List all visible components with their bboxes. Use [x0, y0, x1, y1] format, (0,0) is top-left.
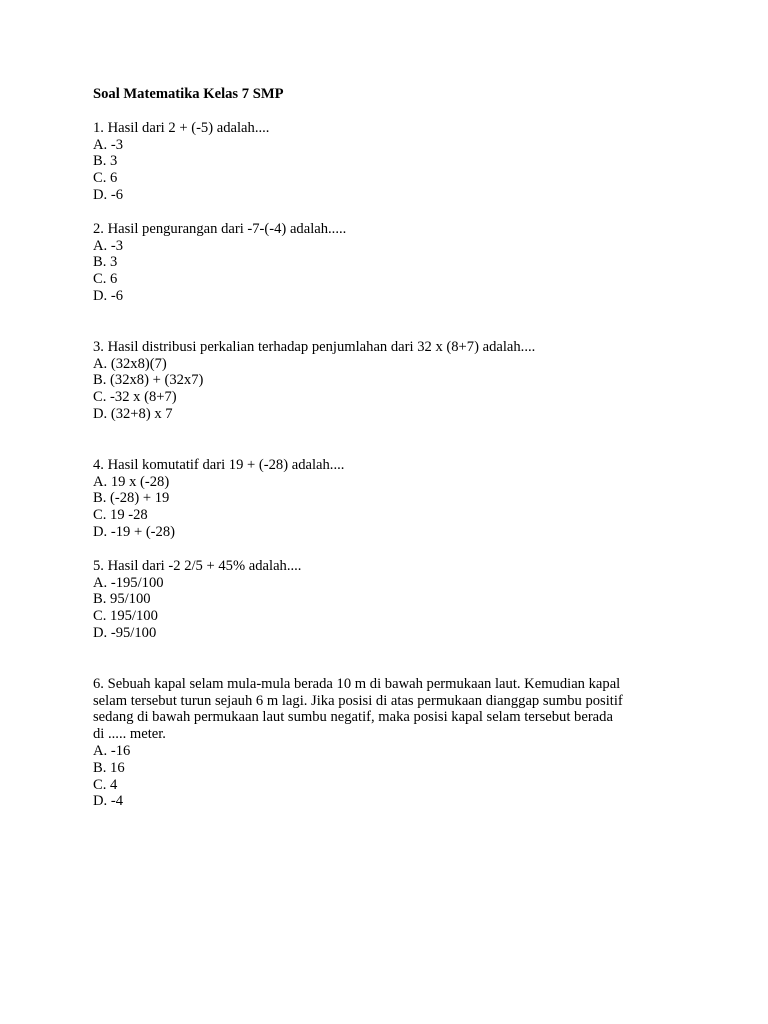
- answer-options: [93, 238, 693, 305]
- question-text: [93, 676, 673, 743]
- question-text-line: sedang di bawah permukaan laut sumbu negatif, maka posisi kapal selam tersebut berada: [93, 709, 613, 726]
- option-c: C. 6: [93, 271, 118, 288]
- answer-options: [93, 356, 693, 423]
- spacer: [93, 305, 693, 339]
- option-b: B. (32x8) + (32x7): [93, 372, 204, 389]
- option-d: D. -6: [93, 287, 123, 304]
- option-a: A. -16: [93, 742, 131, 759]
- option-a: A. -3: [93, 136, 123, 153]
- option-b: B. 16: [93, 759, 125, 776]
- document-page: [93, 86, 693, 810]
- option-a: A. -195/100: [93, 574, 164, 591]
- question-text: 2. Hasil pengurangan dari -7-(-4) adalah.....: [93, 220, 347, 237]
- question-text-line: selam tersebut turun sejauh 6 m lagi. Jika posisi di atas permukaan dianggap sumbu positif: [93, 692, 623, 709]
- option-b: B. 95/100: [93, 591, 151, 608]
- question-2: [93, 221, 693, 305]
- option-b: B. 3: [93, 254, 118, 271]
- question-text: 1. Hasil dari 2 + (-5) adalah....: [93, 119, 270, 136]
- option-c: C. 4: [93, 776, 118, 793]
- question-3: [93, 339, 693, 423]
- option-d: D. -95/100: [93, 624, 157, 641]
- option-c: C. 19 -28: [93, 507, 148, 524]
- spacer: [93, 541, 693, 558]
- option-d: D. -6: [93, 186, 123, 203]
- question-1: [93, 120, 693, 204]
- spacer: [93, 423, 693, 457]
- question-text-line: di ..... meter.: [93, 726, 166, 743]
- answer-options: [93, 575, 693, 642]
- question-text-line: 6. Sebuah kapal selam mula-mula berada 10 m di bawah permukaan laut. Kemudian kapal: [93, 675, 621, 692]
- question-6: [93, 676, 693, 810]
- option-c: C. 195/100: [93, 608, 158, 625]
- question-5: [93, 558, 693, 642]
- spacer: [93, 204, 693, 221]
- question-text: 4. Hasil komutatif dari 19 + (-28) adalah....: [93, 456, 345, 473]
- answer-options: [93, 743, 693, 810]
- question-4: [93, 457, 693, 541]
- document-title: Soal Matematika Kelas 7 SMP: [93, 86, 284, 102]
- option-a: A. (32x8)(7): [93, 355, 167, 372]
- option-d: D. -4: [93, 793, 123, 810]
- option-b: B. (-28) + 19: [93, 490, 170, 507]
- option-c: C. -32 x (8+7): [93, 389, 177, 406]
- option-a: A. 19 x (-28): [93, 473, 170, 490]
- answer-options: [93, 137, 693, 204]
- option-c: C. 6: [93, 170, 118, 187]
- option-d: D. -19 + (-28): [93, 523, 175, 540]
- spacer: [93, 642, 693, 676]
- option-b: B. 3: [93, 153, 118, 170]
- option-d: D. (32+8) x 7: [93, 405, 173, 422]
- question-text: 3. Hasil distribusi perkalian terhadap penjumlahan dari 32 x (8+7) adalah....: [93, 338, 536, 355]
- option-a: A. -3: [93, 237, 123, 254]
- answer-options: [93, 474, 693, 541]
- question-text: 5. Hasil dari -2 2/5 + 45% adalah....: [93, 557, 302, 574]
